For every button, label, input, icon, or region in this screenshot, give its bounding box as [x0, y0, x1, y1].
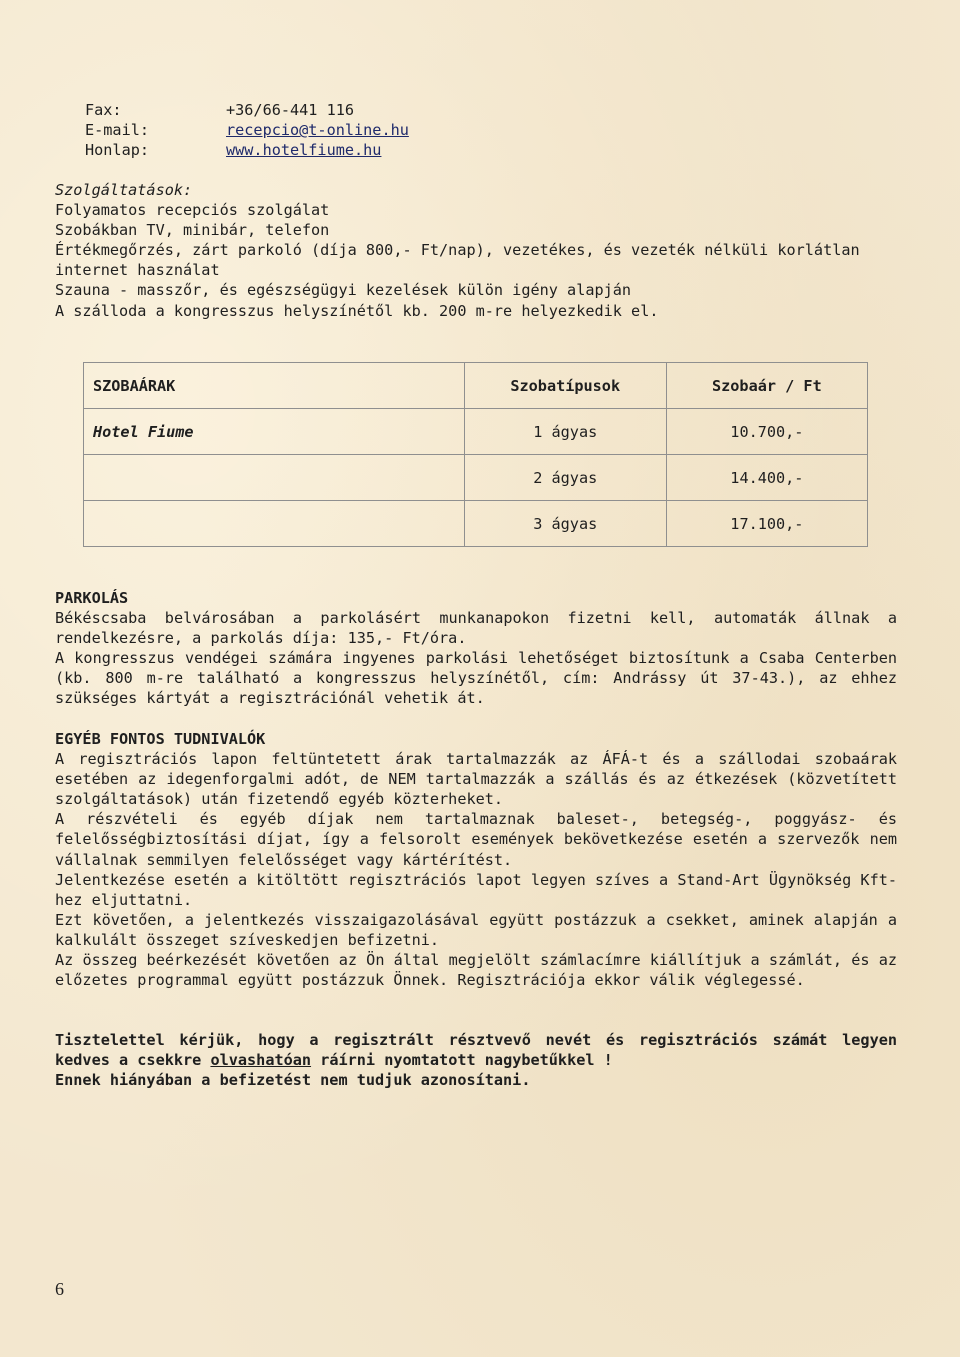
table-row: [84, 455, 868, 501]
table-row: [84, 409, 868, 455]
fax-row: [85, 100, 409, 120]
other-info-paragraph: Ezt követően, a jelentkezés visszaigazolásával együtt postázzuk a csekket, aminek alapján a kalkulált összeget szíveskedjen befizetni.: [55, 910, 897, 949]
other-info-paragraph: A regisztrációs lapon feltüntetett árak tartalmazzák az ÁFÁ-t és a szállodai szobaárak esetében az idegenforgalmi adót, de NEM tartalmazzák a szállás és az étkezések (közvetített szolgáltatások) után fizetendő egyéb közterheket.: [55, 750, 897, 809]
email-label: E-mail:: [85, 121, 150, 140]
room-price: 17.100,-: [666, 501, 867, 547]
other-info-paragraph: Az összeg beérkezését követően az Ön által megjelölt számlacímre kiállítjuk a számlát, és az előzetes programmal együtt postázzuk Önnek. Regisztrációja ekkor válik véglegessé.: [55, 951, 897, 990]
other-info-paragraph: Jelentkezése esetén a kitöltött regisztrációs lapot legyen szíves a Stand-Art Ügynökség Kft-hez eljuttatni.: [55, 870, 897, 909]
header-room-types: Szobatípusok: [464, 363, 666, 409]
parking-paragraph: Békéscsaba belvárosában a parkolásért munkanapokon fizetni kell, automaták állnak a rendelkezésre, a parkolás díja: 135,- Ft/óra.: [55, 609, 897, 648]
services-line: A szálloda a kongresszus helyszínétől kb. 200 m-re helyezkedik el.: [55, 301, 659, 320]
services-line: Szauna - masszőr, és egészségügyi kezelések külön igény alapján: [55, 281, 632, 300]
table-row: [84, 501, 868, 547]
header-room-price: Szobaár / Ft: [666, 363, 867, 409]
table-header-row: [84, 363, 868, 409]
services-section: [55, 180, 897, 321]
notice-paragraph: [55, 1030, 897, 1070]
web-row: [85, 140, 409, 160]
room-price: 10.700,-: [666, 409, 867, 455]
empty-cell: [84, 501, 465, 547]
fax-label: Fax:: [85, 101, 122, 119]
room-type: 2 ágyas: [464, 455, 666, 501]
email-row: [85, 120, 409, 140]
notice-text-end: ráírni nyomtatott nagybetűkkel !: [311, 1051, 613, 1070]
notice-text: Tisztelettel kérjük, hogy a regisztrált résztvevő nevét és regisztrációs számát legyen kedves a csekkre: [55, 1031, 897, 1070]
notice-underlined: olvashatóan: [210, 1051, 312, 1070]
fax-value: +36/66-441 116: [226, 101, 355, 119]
other-info-title: EGYÉB FONTOS TUDNIVALÓK: [55, 730, 266, 748]
payment-notice: [55, 1030, 897, 1090]
services-title: Szolgáltatások:: [55, 181, 193, 199]
header-room-rates: SZOBAÁRAK: [84, 363, 465, 409]
web-label: Honlap:: [85, 141, 150, 160]
email-link[interactable]: recepcio@t-online.hu: [226, 121, 409, 140]
parking-section: [55, 588, 897, 709]
room-rates-table: [83, 362, 868, 547]
empty-cell: [84, 455, 465, 501]
services-line: Folyamatos recepciós szolgálat: [55, 201, 330, 220]
room-type: 3 ágyas: [464, 501, 666, 547]
notice-line: Ennek hiányában a befizetést nem tudjuk azonosítani.: [55, 1071, 531, 1090]
room-type: 1 ágyas: [464, 409, 666, 455]
contact-info: [85, 100, 409, 160]
page-number: 6: [55, 1279, 64, 1299]
website-link[interactable]: www.hotelfiume.hu: [226, 141, 382, 160]
parking-title: PARKOLÁS: [55, 589, 129, 607]
other-info-paragraph: A részvételi és egyéb díjak nem tartalmaznak baleset-, betegség-, poggyász- és felelősségbiztosítási díjat, így a felsorolt események bekövetkezése esetén a szervezők nem vállalnak semmilyen felelősséget vagy kártérítést.: [55, 810, 897, 869]
parking-paragraph: A kongresszus vendégei számára ingyenes parkolási lehetőséget biztosítunk a Csaba Centerben (kb. 800 m-re található a kongresszus helyszínétől, cím: Andrássy út 37-43.), az ehhez szükséges kártyát a regisztrációnál vehetik át.: [55, 649, 897, 708]
other-info-section: [55, 729, 897, 990]
hotel-name: Hotel Fiume: [84, 409, 465, 455]
room-price: 14.400,-: [666, 455, 867, 501]
services-line: Szobákban TV, minibár, telefon: [55, 221, 330, 240]
services-line: Értékmegőrzés, zárt parkoló (díja 800,- Ft/nap), vezetékes, és vezeték nélküli korlátlan internet használat: [55, 241, 860, 280]
